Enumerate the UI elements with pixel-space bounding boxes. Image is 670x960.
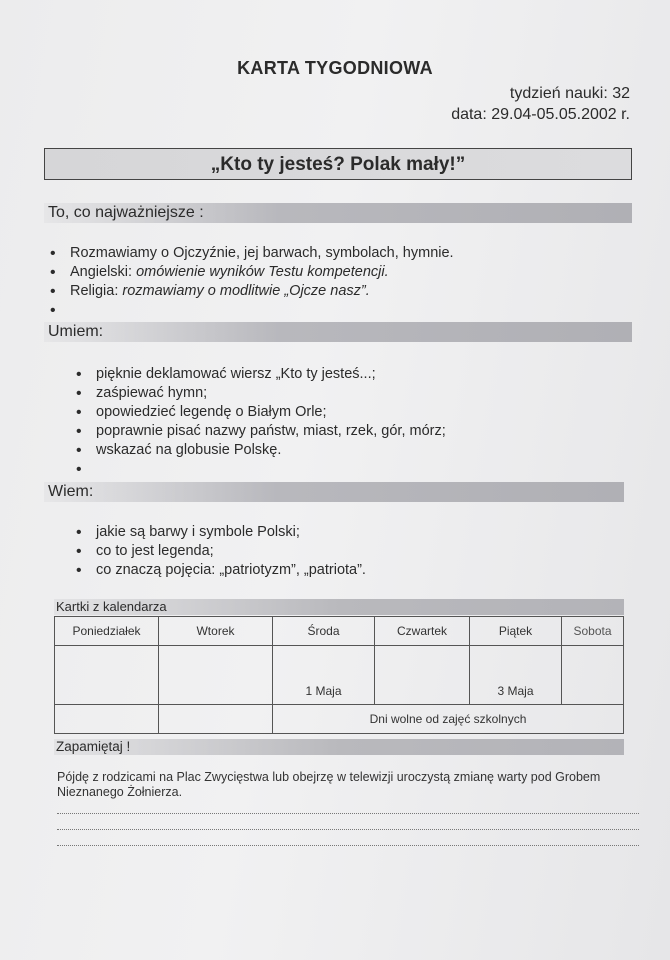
list-item: • wskazać na globusie Polskę.: [76, 441, 446, 460]
remember-heading: [54, 739, 624, 755]
list-item: • jakie są barwy i symbole Polski;: [76, 523, 366, 542]
entry-saturday: [562, 646, 624, 705]
calendar-heading: [54, 599, 624, 615]
know-list: [76, 523, 366, 580]
calendar-footer-row: [55, 705, 624, 734]
item-label: Rozmawiamy o Ojczyźnie, jej barwach, symbolach, hymnie.: [70, 245, 454, 261]
day-friday: Piątek: [470, 617, 562, 646]
section-important-label: To, co najważniejsze :: [48, 204, 204, 221]
day-monday: Poniedziałek: [55, 617, 159, 646]
footer-empty-2: [159, 705, 273, 734]
remember-label: Zapamiętaj !: [56, 739, 131, 754]
list-item: [50, 244, 454, 263]
entry-thursday: [375, 646, 470, 705]
section-know-heading: [44, 482, 624, 502]
section-can-label: Umiem:: [48, 323, 104, 340]
writing-line: [57, 845, 639, 846]
list-item: [50, 282, 454, 301]
list-item: • co to jest legenda;: [76, 542, 366, 561]
calendar-days-row: [55, 617, 624, 646]
writing-line: [57, 813, 639, 814]
entry-wednesday: 1 Maja: [273, 646, 375, 705]
list-item: • pięknie deklamować wiersz „Kto ty jesteś...;: [76, 365, 446, 384]
item-label: Religia:: [70, 283, 123, 299]
list-item: • opowiedzieć legendę o Białym Orle;: [76, 403, 446, 422]
entry-friday: 3 Maja: [470, 646, 562, 705]
item-detail: rozmawiamy o modlitwie „Ojcze nasz”.: [122, 283, 370, 299]
footer-empty-1: [55, 705, 159, 734]
day-saturday: Sobota: [562, 617, 624, 646]
list-item: • co znaczą pojęcia: „patriotyzm”, „patriota”.: [76, 561, 366, 580]
list-item: • zaśpiewać hymn;: [76, 384, 446, 403]
day-wednesday: Środa: [273, 617, 375, 646]
list-item: [50, 263, 454, 282]
day-thursday: Czwartek: [375, 617, 470, 646]
section-know-label: Wiem:: [48, 483, 94, 500]
holiday-note: Dni wolne od zajęć szkolnych: [273, 705, 624, 734]
section-can-heading: [44, 322, 632, 342]
can-list: [76, 365, 446, 479]
calendar-entries-row: [55, 646, 624, 705]
section-important-heading: [44, 203, 632, 223]
entry-tuesday: [159, 646, 273, 705]
page-title: KARTA TYGODNIOWA: [237, 58, 433, 78]
day-tuesday: Wtorek: [159, 617, 273, 646]
date-range: data: 29.04-05.05.2002 r.: [451, 106, 630, 123]
writing-line: [57, 829, 639, 830]
calendar-table: [54, 616, 624, 734]
list-item: [76, 460, 446, 479]
entry-monday: [55, 646, 159, 705]
remember-text: Pójdę z rodzicami na Plac Zwycięstwa lub obejrzę w telewizji uroczystą zmianę warty pod Grobem Nieznanego Żołnierza.: [57, 770, 601, 799]
motto-banner: „Kto ty jesteś? Polak mały!”: [44, 148, 632, 180]
important-list: [50, 244, 454, 320]
item-label: Angielski:: [70, 264, 137, 280]
list-item: • poprawnie pisać nazwy państw, miast, rzek, gór, mórz;: [76, 422, 446, 441]
calendar-label: Kartki z kalendarza: [56, 599, 167, 614]
list-item: [50, 301, 454, 320]
week-number: tydzień nauki: 32: [509, 85, 630, 102]
item-detail: omówienie wyników Testu kompetencji.: [136, 264, 389, 280]
